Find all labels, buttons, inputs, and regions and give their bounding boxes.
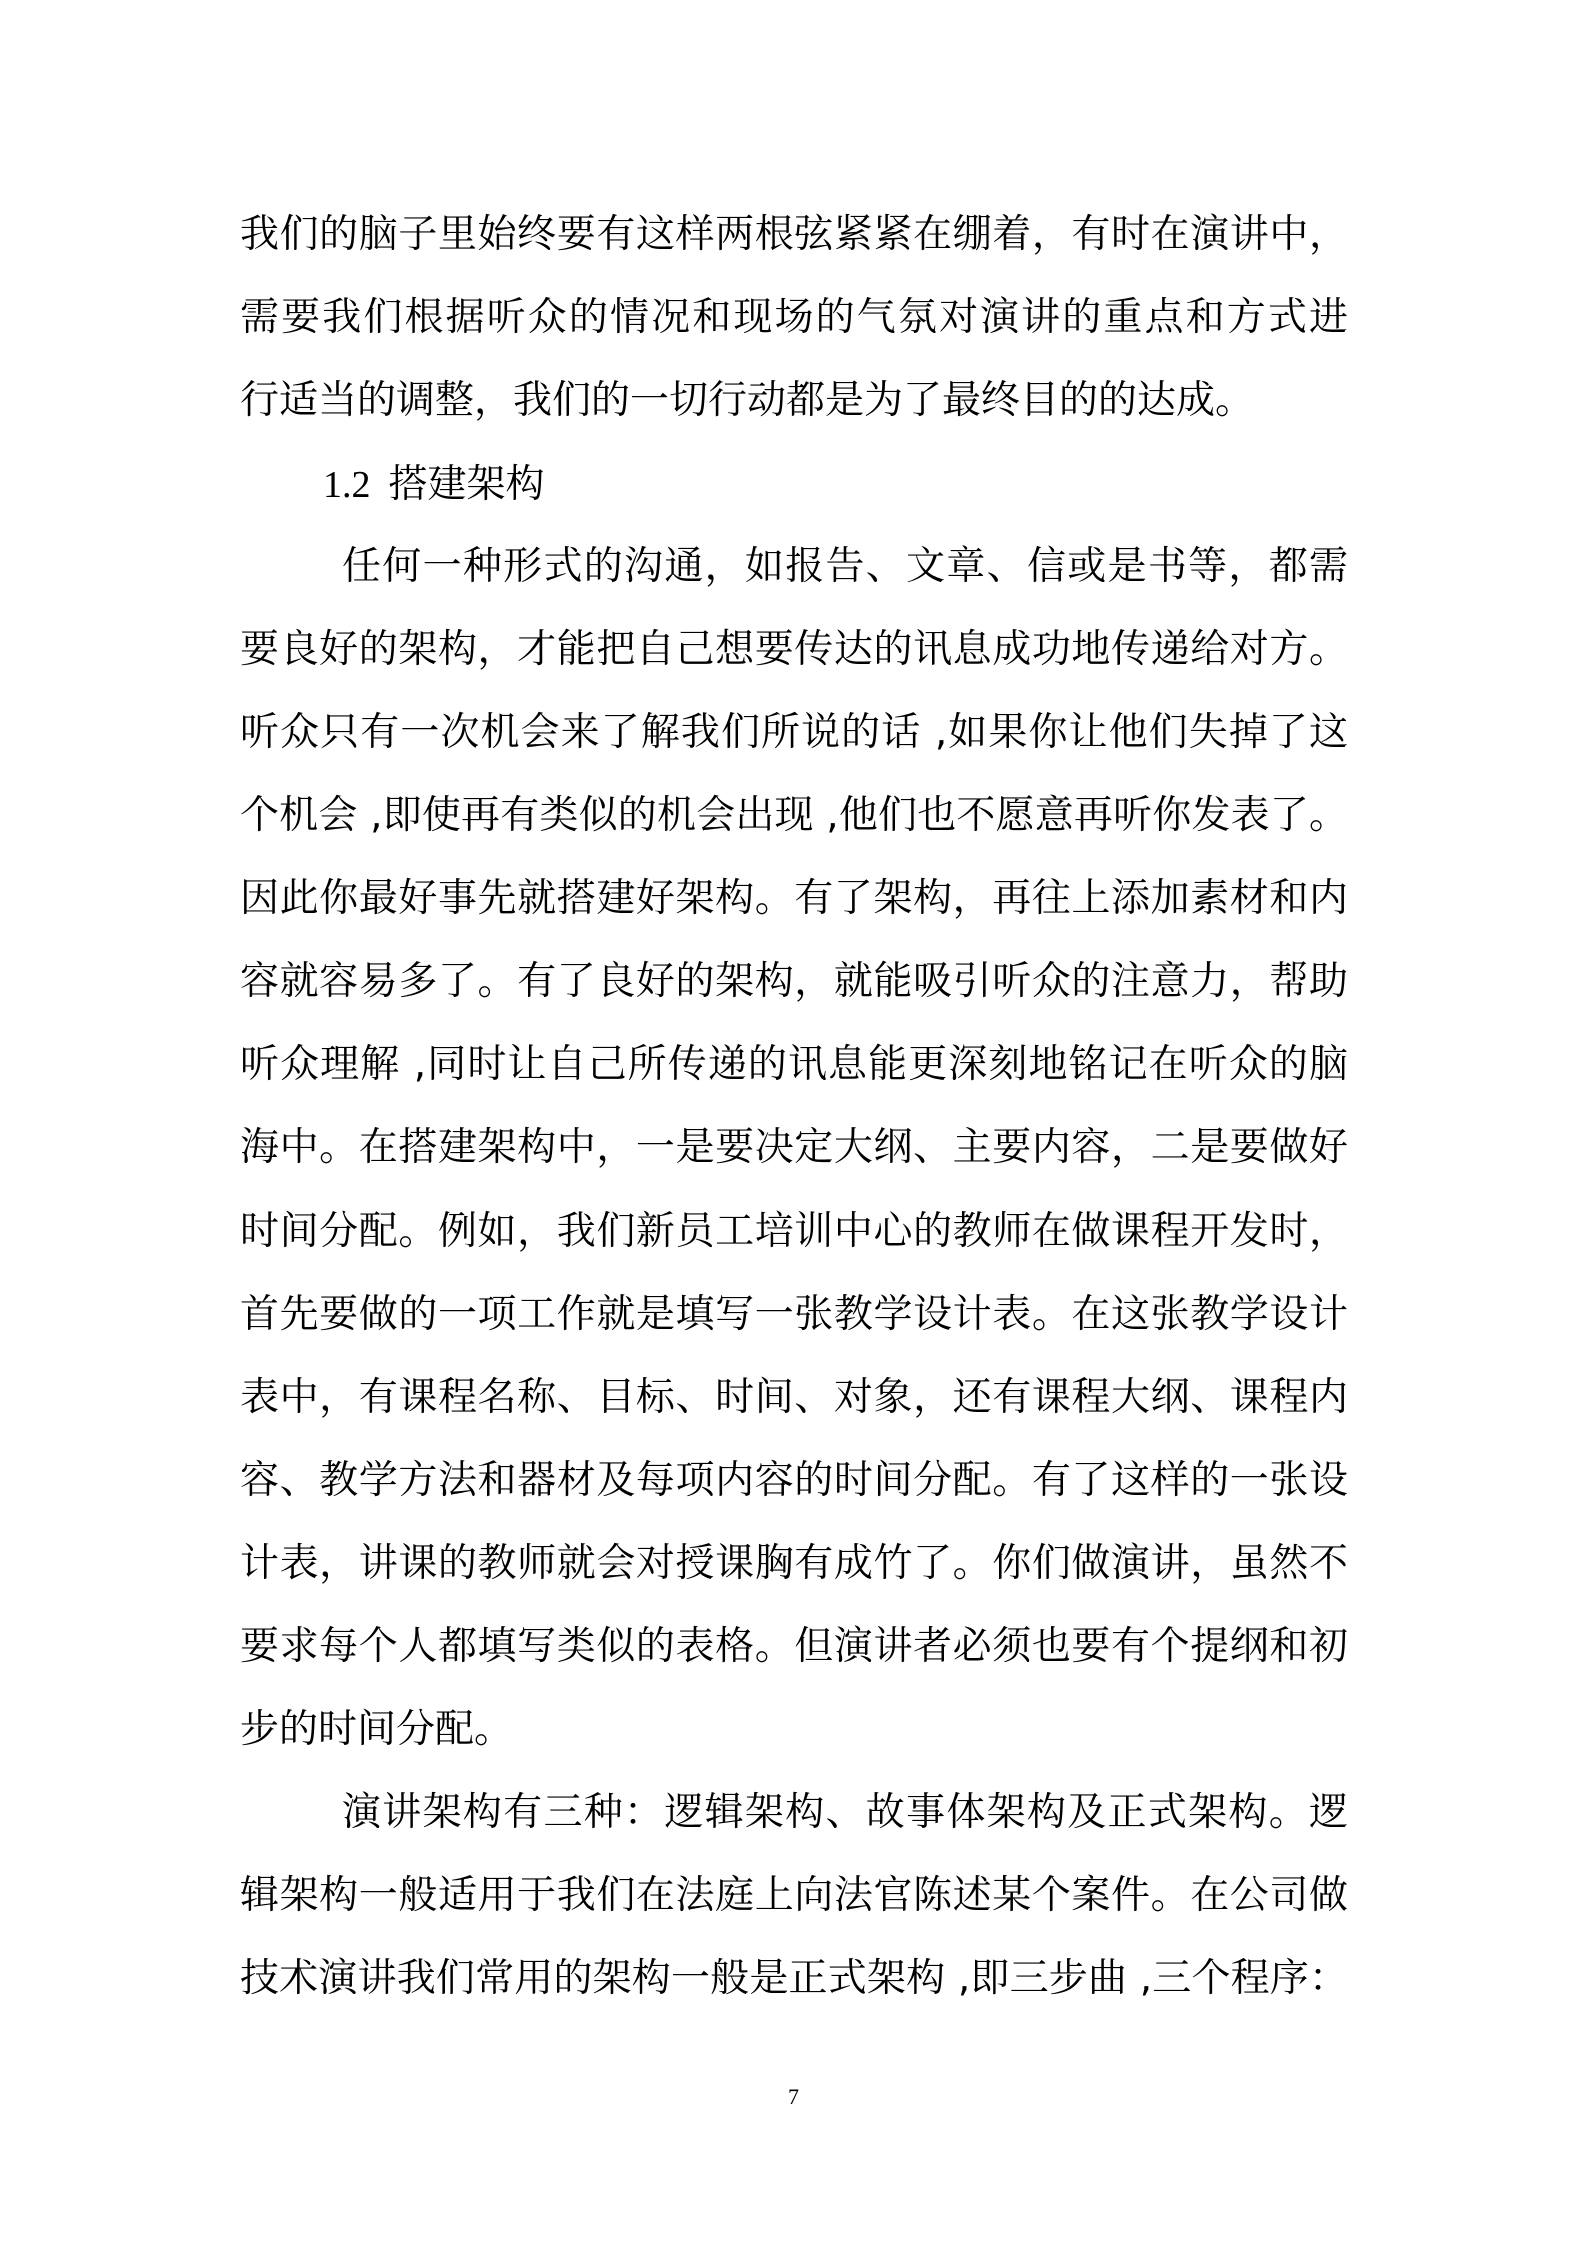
section-title: 搭建架构 (388, 462, 545, 507)
paragraph-1-line-3: 行适当的调整，我们的一切行动都是为了最终目的的达成。 (240, 378, 1255, 423)
paragraph-3-line-2: 辑架构一般适用于我们在法庭上向法官陈述某个案件。在公司做 (240, 1873, 1348, 1918)
paragraph-2-line-3: 听众只有一次机会来了解我们所说的话 ,如果你让他们失掉了这 (240, 710, 1348, 755)
paragraph-3-line-1: 演讲架构有三种：逻辑架构、故事体架构及正式架构。逻 (342, 1790, 1348, 1835)
paragraph-2-line-4: 个机会 ,即使再有类似的机会出现 ,他们也不愿意再听你发表了。 (240, 793, 1348, 838)
paragraph-2-line-10: 首先要做的一项工作就是填写一张教学设计表。在这张教学设计 (240, 1292, 1348, 1337)
paragraph-2-line-8: 海中。在搭建架构中，一是要决定大纲、主要内容，二是要做好 (240, 1125, 1348, 1170)
paragraph-2-line-2: 要良好的架构，才能把自己想要传达的讯息成功地传递给对方。 (240, 627, 1348, 672)
paragraph-2-line-9: 时间分配。例如，我们新员工培训中心的教师在做课程开发时， (240, 1209, 1348, 1254)
paragraph-2-line-5: 因此你最好事先就搭建好架构。有了架构，再往上添加素材和内 (240, 876, 1348, 921)
paragraph-2-line-1: 任何一种形式的沟通，如报告、文章、信或是书等，都需 (342, 544, 1348, 589)
paragraph-2-line-6: 容就容易多了。有了良好的架构，就能吸引听众的注意力，帮助 (240, 959, 1348, 1004)
paragraph-1-line-1: 我们的脑子里始终要有这样两根弦紧紧在绷着，有时在演讲中， (240, 212, 1348, 257)
paragraph-2-line-12: 容、教学方法和器材及每项内容的时间分配。有了这样的一张设 (240, 1458, 1348, 1503)
section-number: 1.2 (323, 464, 371, 506)
paragraph-2-line-14: 要求每个人都填写类似的表格。但演讲者必须也要有个提纲和初 (240, 1624, 1348, 1669)
paragraph-2-line-15: 步的时间分配。 (240, 1707, 514, 1752)
paragraph-2-line-7: 听众理解 ,同时让自己所传递的讯息能更深刻地铭记在听众的脑 (240, 1042, 1348, 1087)
paragraph-1-line-2: 需要我们根据听众的情况和现场的气氛对演讲的重点和方式进 (240, 295, 1348, 340)
section-heading (323, 460, 545, 510)
paragraph-2-line-11: 表中，有课程名称、目标、时间、对象，还有课程大纲、课程内 (240, 1375, 1348, 1420)
page-number: 7 (788, 2084, 799, 2109)
paragraph-2-line-13: 计表，讲课的教师就会对授课胸有成竹了。你们做演讲，虽然不 (240, 1541, 1348, 1586)
paragraph-3-line-3: 技术演讲我们常用的架构一般是正式架构 ,即三步曲 ,三个程序： (240, 1956, 1348, 2001)
